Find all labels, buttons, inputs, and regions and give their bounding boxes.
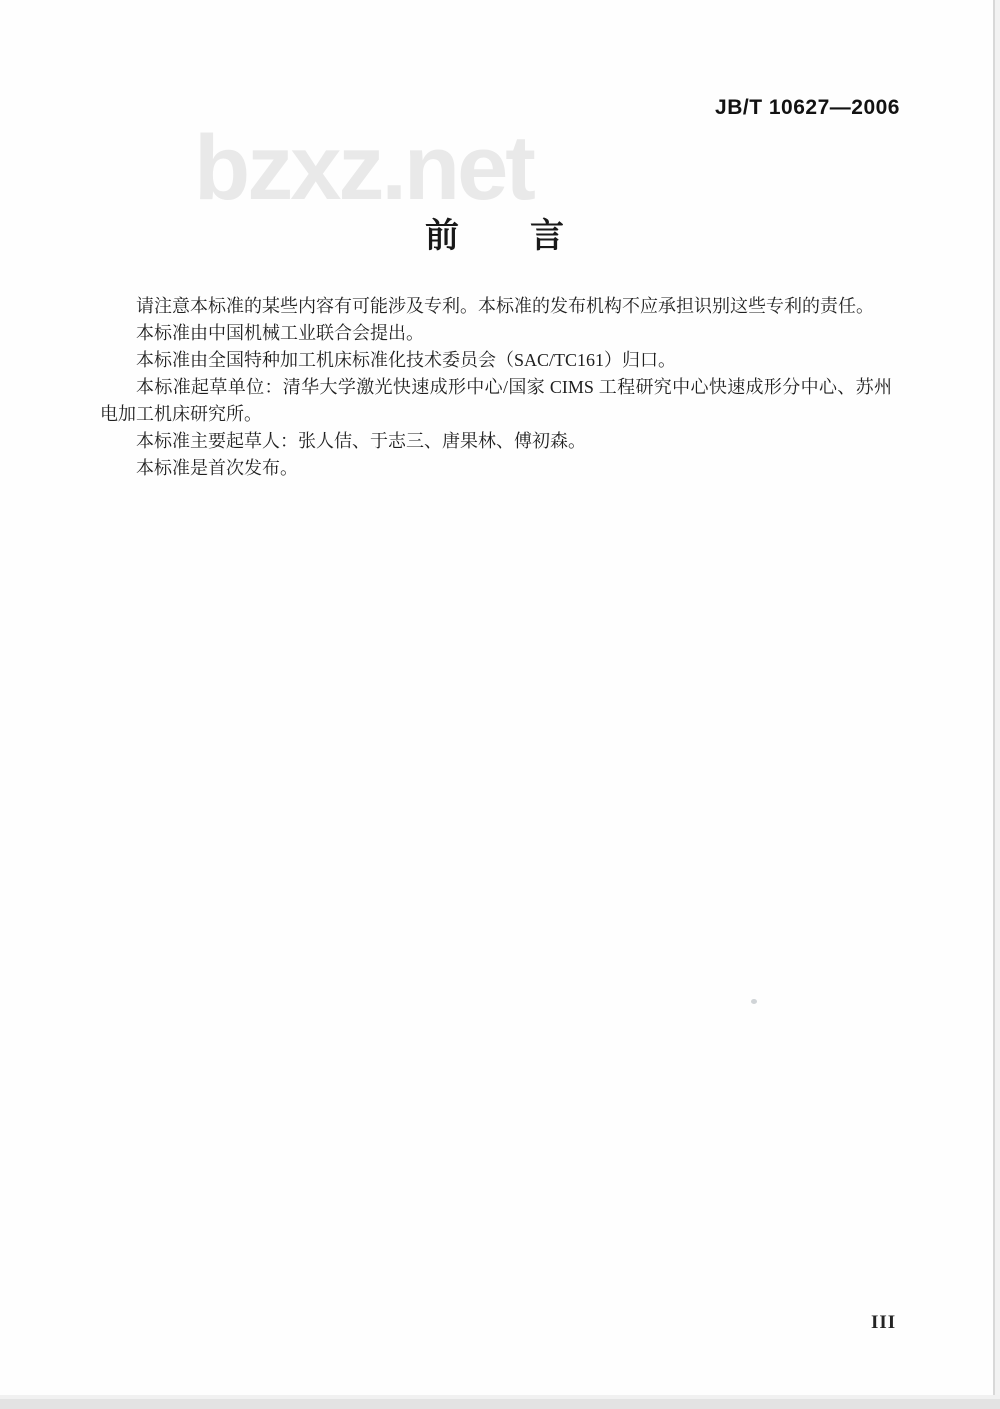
paragraph-proposed-by: 本标准由中国机械工业联合会提出。	[136, 323, 424, 343]
paragraph-patent-notice: 请注意本标准的某些内容有可能涉及专利。本标准的发布机构不应承担识别这些专利的责任。	[136, 296, 874, 316]
paragraph-first-issue: 本标准是首次发布。	[136, 458, 298, 478]
scan-speck	[751, 999, 757, 1004]
scan-edge-right	[993, 0, 1000, 1409]
foreword-title: 前 言	[425, 218, 565, 255]
scan-edge-bottom	[0, 1399, 1000, 1409]
watermark-text: bzxz.net	[194, 117, 533, 219]
standard-code: JB/T 10627—2006	[715, 96, 900, 119]
paragraph-committee: 本标准由全国特种加工机床标准化技术委员会（SAC/TC161）归口。	[136, 350, 677, 370]
page-number: III	[871, 1312, 897, 1333]
paragraph-drafting-units: 本标准起草单位：清华大学激光快速成形中心/国家 CIMS 工程研究中心快速成形分中心、苏州电加工机床研究所。	[100, 377, 892, 424]
foreword-body	[100, 293, 892, 482]
paragraph-drafters: 本标准主要起草人：张人佶、于志三、唐果林、傅初森。	[136, 431, 586, 451]
